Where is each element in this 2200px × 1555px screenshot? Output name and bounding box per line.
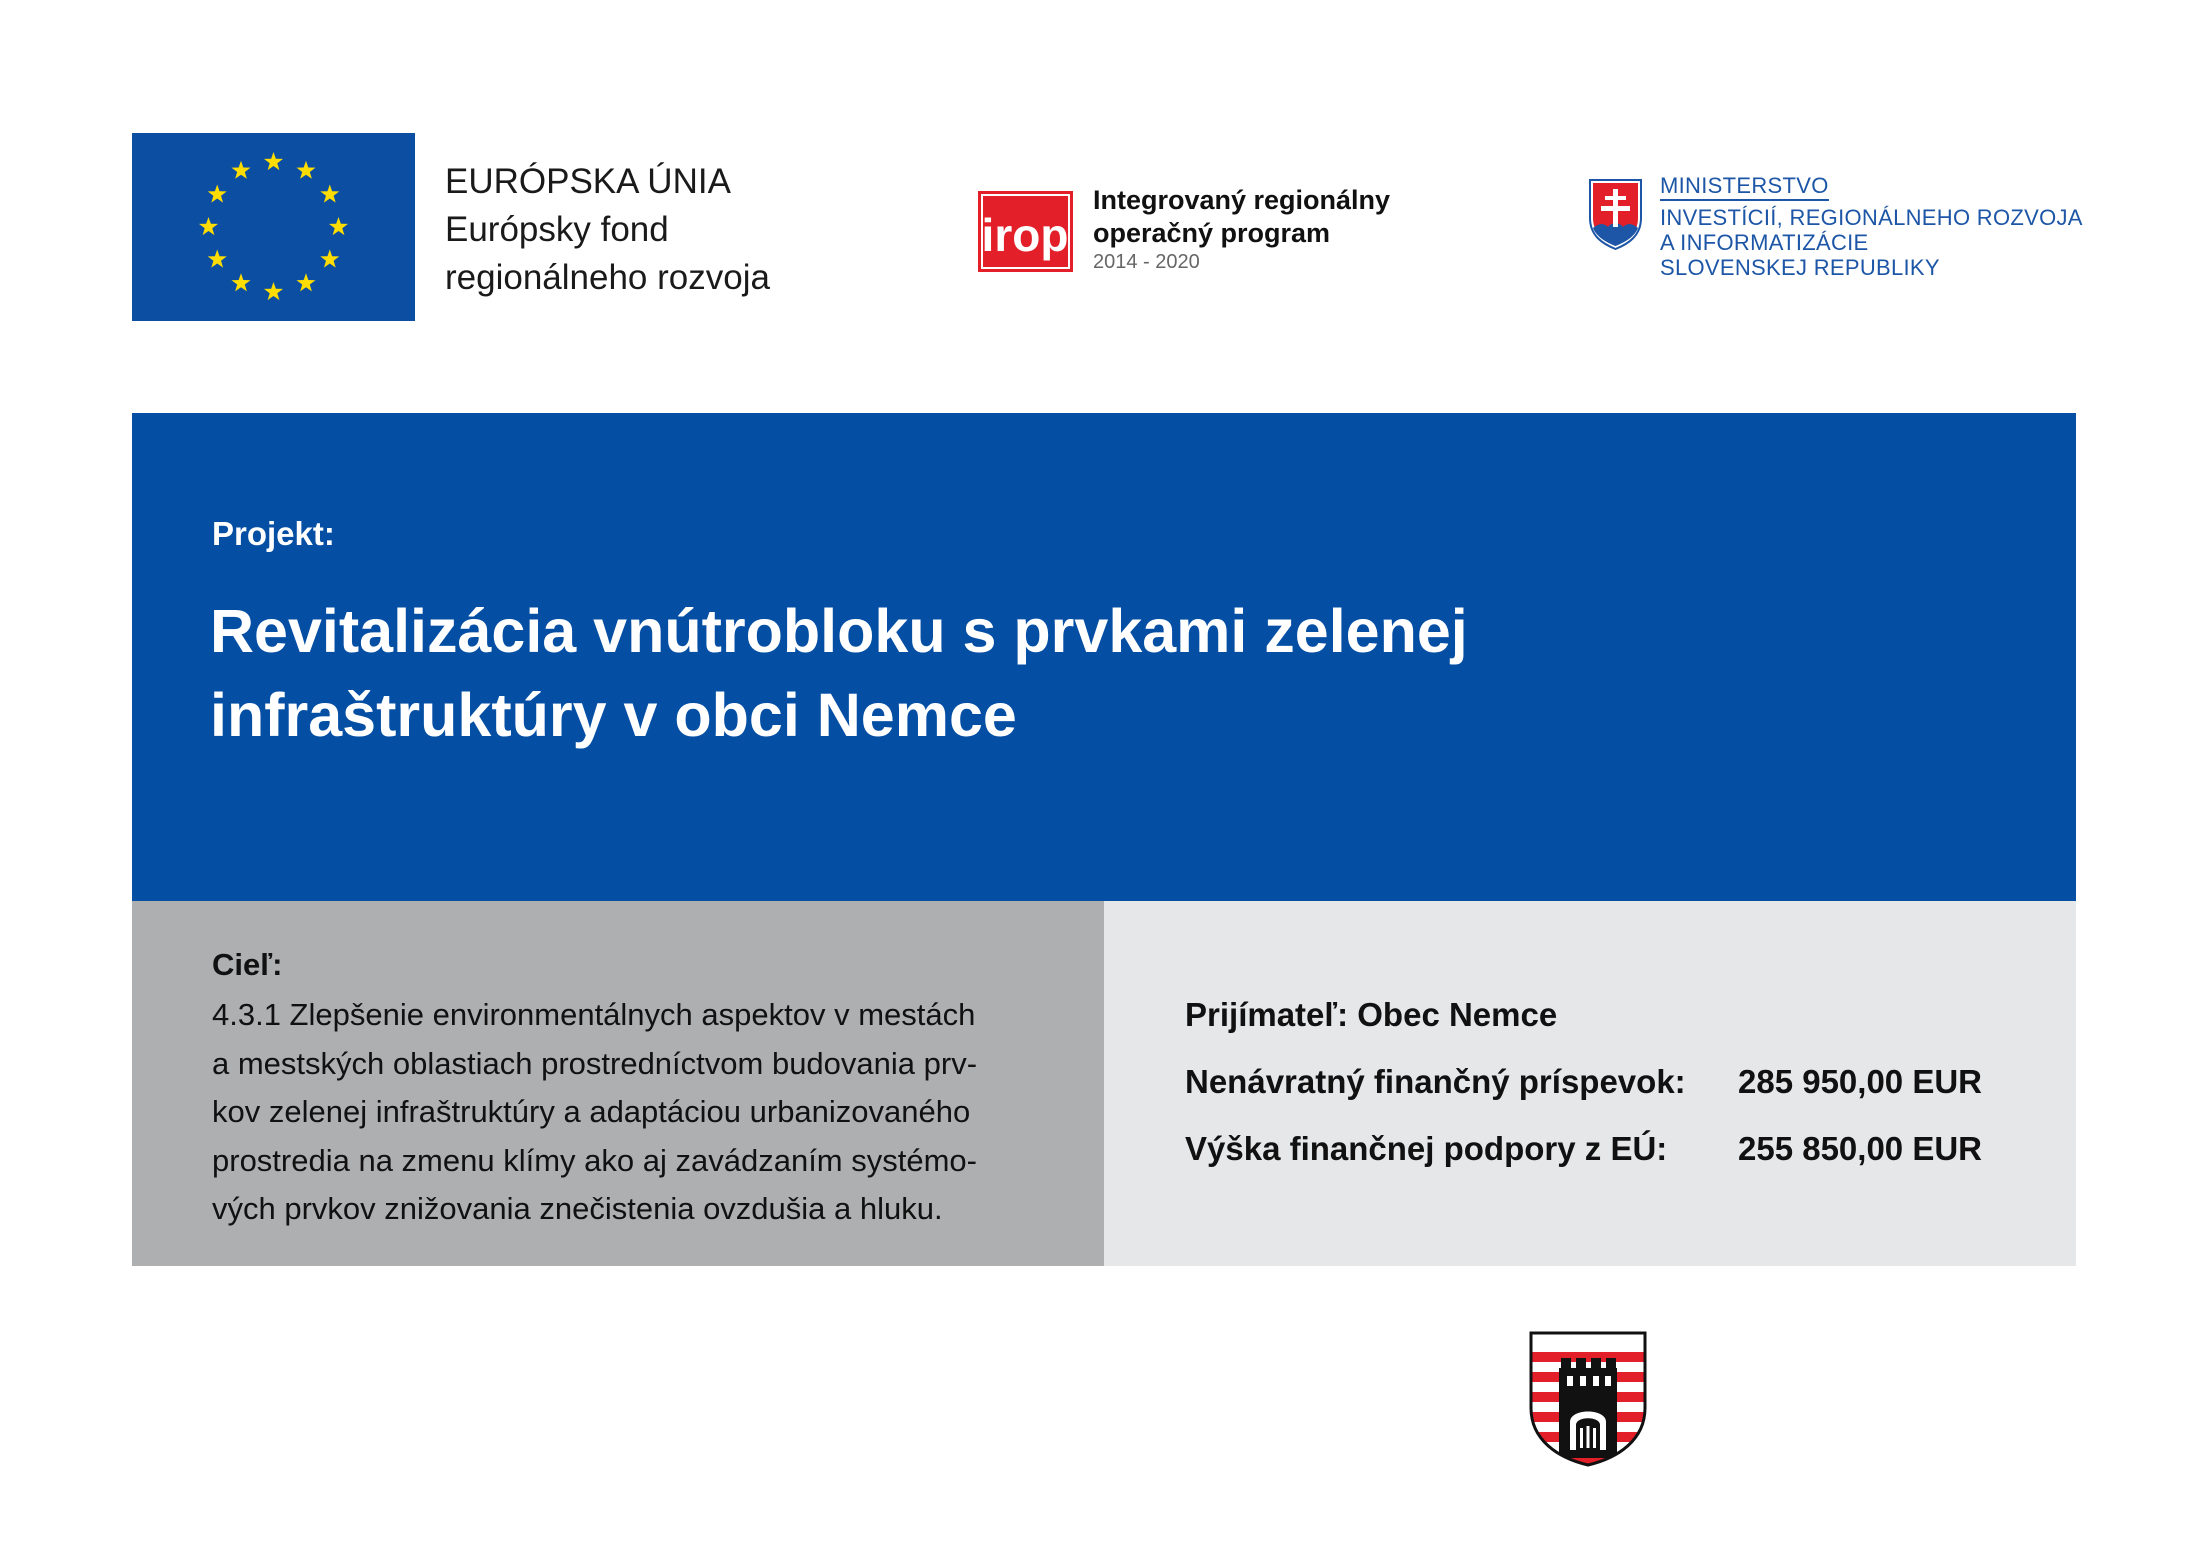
project-title-line2: infraštruktúry v obci Nemce [210, 681, 1017, 749]
eu-star-icon [296, 273, 315, 291]
ministry-text-block [1660, 173, 2083, 280]
eu-star-icon [208, 185, 227, 203]
goal-label: Cieľ: [212, 947, 283, 982]
goal-panel [132, 901, 1104, 1266]
eu-stars-icon [132, 133, 415, 321]
recipient-row: Prijímateľ: Obec Nemce [1185, 996, 1558, 1033]
project-title [210, 589, 1468, 757]
eu-fund-line1: Európsky fond [445, 210, 669, 249]
eu-star-icon [320, 185, 339, 203]
eu-support-row [1185, 1130, 1983, 1168]
irop-line2: operačný program [1093, 218, 1331, 248]
irop-logo-text: irop [981, 209, 1069, 261]
grant-label: Nenávratný finančný príspevok: [1185, 1063, 1686, 1100]
goal-line: kov zelenej infraštruktúry a adaptáciou urbanizovaného [212, 1094, 971, 1129]
ministry-line2: INVESTÍCIÍ, REGIONÁLNEHO ROZVOJA [1660, 205, 2083, 230]
project-label: Projekt: [212, 515, 335, 552]
grant-row [1185, 1063, 1983, 1101]
goal-line: vých prvkov znižovania znečistenia ovzdušia a hluku. [212, 1191, 943, 1226]
ministry-line1: MINISTERSTVO [1660, 173, 1829, 201]
irop-text-block [1093, 184, 1390, 274]
irop-line1: Integrovaný regionálny [1093, 185, 1391, 215]
eu-star-icon [231, 273, 250, 291]
eu-support-label: Výška finančnej podpory z EÚ: [1185, 1130, 1668, 1167]
project-panel [132, 413, 2076, 901]
eu-star-icon [199, 217, 218, 235]
slovak-coat-of-arms-icon [1588, 178, 1643, 250]
irop-years: 2014 - 2020 [1093, 251, 1200, 273]
grant-value: 285 950,00 EUR [1738, 1063, 1983, 1100]
nemce-coat-of-arms-icon [1528, 1330, 1648, 1468]
eu-title: EURÓPSKA ÚNIA [445, 162, 731, 201]
eu-star-icon [296, 161, 315, 179]
ministry-line4: SLOVENSKEJ REPUBLIKY [1660, 255, 1940, 280]
irop-logo [978, 191, 1073, 272]
eu-flag-logo [132, 133, 415, 321]
funding-panel [1104, 901, 2076, 1266]
eu-text-block [445, 158, 770, 302]
goal-line: prostredia na zmenu klímy ako aj zavádzaním systémo- [212, 1142, 977, 1178]
eu-star-icon [208, 250, 227, 268]
goal-line: 4.3.1 Zlepšenie environmentálnych aspektov v mestách [212, 997, 976, 1032]
eu-star-icon [264, 282, 283, 300]
eu-support-value: 255 850,00 EUR [1738, 1130, 1983, 1167]
eu-star-icon [320, 250, 339, 268]
project-title-line1: Revitalizácia vnútrobloku s prvkami zelenej [210, 597, 1468, 665]
eu-star-icon [329, 217, 348, 235]
goal-text [212, 991, 977, 1234]
goal-line: a mestských oblastiach prostredníctvom budovania prv- [212, 1045, 978, 1081]
ministry-line3: A INFORMATIZÁCIE [1660, 230, 1869, 255]
eu-star-icon [264, 152, 283, 170]
eu-fund-line2: regionálneho rozvoja [445, 258, 770, 297]
eu-star-icon [231, 161, 250, 179]
